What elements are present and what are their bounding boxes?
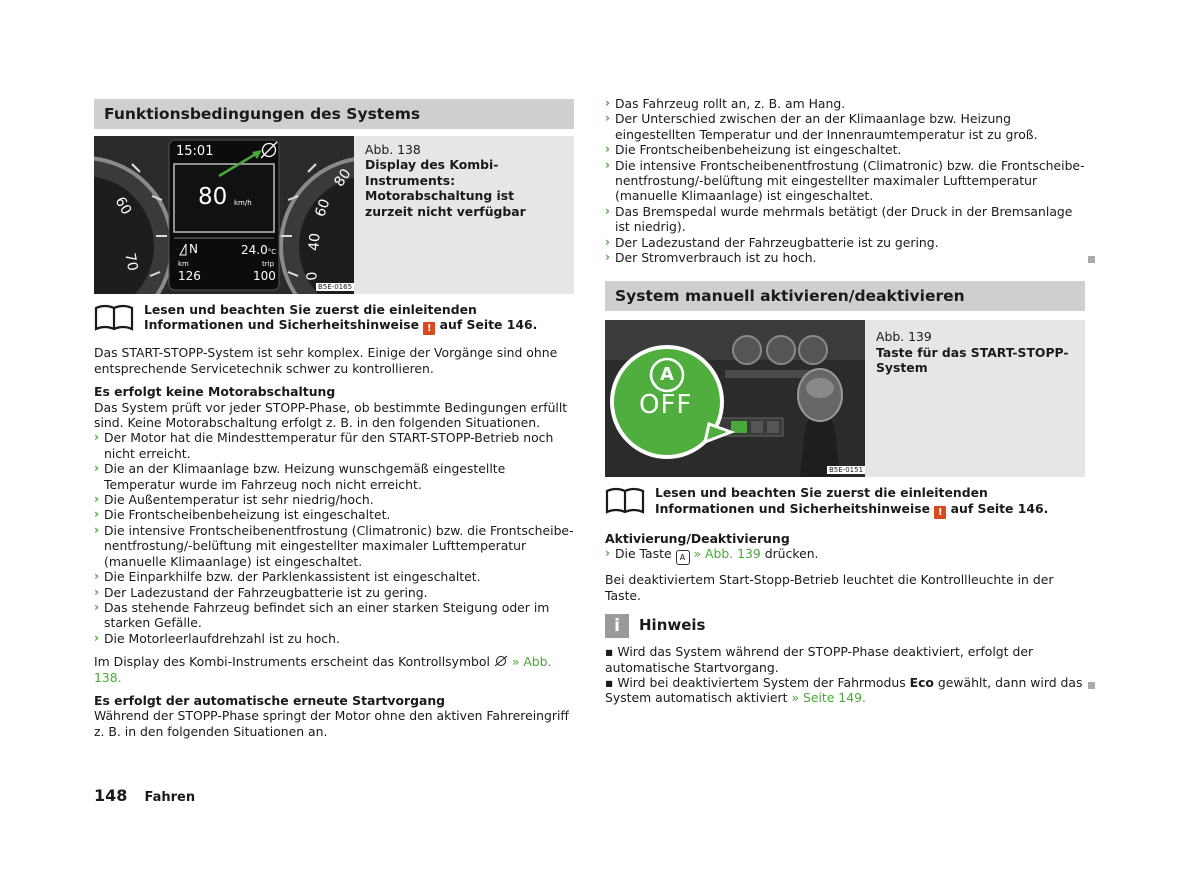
list-item <box>94 600 574 631</box>
list-item-text: Der Motor hat die Mindesttemperatur für den START-STOPP-Betrieb noch nicht erreicht. <box>104 430 554 461</box>
list-item-text: Die Einparkhilfe bzw. der Parklenkassistent ist eingeschaltet. <box>104 569 481 585</box>
chevron-right-icon: › <box>605 96 610 110</box>
gauge-label: 60 <box>312 196 334 220</box>
end-marker-icon <box>1088 682 1095 689</box>
chevron-right-icon: › <box>605 234 610 249</box>
list-item-text: Das stehende Fahrzeug befindet sich an einer starken Steigung oder im starken Gefälle. <box>104 599 550 631</box>
chevron-right-icon: › <box>94 584 99 599</box>
list-item-text: Das Fahrzeug rollt an, z. B. am Hang. <box>615 96 846 111</box>
display-speed-unit: km/h <box>234 199 252 207</box>
chevron-right-icon: › <box>605 111 610 126</box>
list-item <box>94 585 574 600</box>
paragraph: Bei deaktiviertem Start-Stopp-Betrieb leuchtet die Kontrollleuchte in der Taste. <box>605 572 1054 603</box>
chevron-right-icon: › <box>94 630 99 645</box>
chevron-right-icon: › <box>94 461 99 476</box>
bullet-square-icon: ▪ <box>605 674 614 690</box>
read-notice <box>605 485 1085 518</box>
figure-138 <box>94 136 574 294</box>
gauge-label: 60 <box>111 194 135 218</box>
display-clock: 15:01 <box>176 144 214 159</box>
display-note-text: Im Display des Kombi-Instruments erscheint das Kontrollsymbol <box>94 654 490 670</box>
step-text: drücken. <box>764 546 819 562</box>
figure-code: B5E-0165 <box>318 283 353 291</box>
subheading: Es erfolgt der automatische erneute Startvorgang <box>94 692 446 708</box>
figure-link[interactable]: » Abb. 139 <box>693 546 761 562</box>
list-item <box>94 569 574 584</box>
figure-title: Display des Kombi-Instruments: Motorabschaltung ist zurzeit nicht verfügbar <box>365 157 526 219</box>
section-heading: System manuell aktivieren/deaktivieren <box>605 281 1085 311</box>
paragraph: Während der STOPP-Phase springt der Motor ohne den aktiven Fahrereingriff z. B. in den folgenden Situationen an. <box>94 708 569 739</box>
chevron-right-icon: › <box>605 546 610 561</box>
list-item-text: Die intensive Frontscheibenentfrostung (Climatronic) bzw. die Frontscheibenentfrostung/-belüftung mit eingestellter maximaler Lufttemperatur (manuelle Klimaanlage) ist eingeschaltet. <box>104 522 574 569</box>
figure-139 <box>605 320 1085 477</box>
book-icon <box>605 487 645 515</box>
figure-caption <box>365 142 565 219</box>
chevron-right-icon: › <box>605 250 610 265</box>
gauge-label: 80 <box>331 166 355 190</box>
list-item-text: Der Ladezustand der Fahrzeugbatterie ist zu gering. <box>615 234 939 250</box>
list-item <box>94 523 574 569</box>
read-notice-text: Lesen und beachten Sie zuerst die einleitenden Informationen und Sicherheitshinweise <box>655 485 988 516</box>
read-notice-text: Lesen und beachten Sie zuerst die einleitenden Informationen und Sicherheitshinweise <box>144 302 477 333</box>
section-heading: Funktionsbedingungen des Systems <box>94 99 574 129</box>
list-item <box>605 250 1085 265</box>
display-trip-label: trip <box>262 260 275 268</box>
chevron-right-icon: › <box>605 142 610 157</box>
figure-caption <box>876 329 1081 375</box>
gauge-label: 70 <box>121 251 141 273</box>
figure-title: Taste für das START-STOPP-System <box>876 344 1069 376</box>
start-stop-unavailable-icon <box>494 655 508 667</box>
display-speed: 80 <box>198 184 228 210</box>
warning-icon: ! <box>934 506 946 519</box>
list-item <box>605 142 1085 157</box>
display-compass: N <box>189 242 198 256</box>
start-stop-key-icon: A <box>676 550 690 565</box>
list-item <box>605 204 1085 235</box>
list-item <box>94 430 574 461</box>
chevron-right-icon: › <box>94 599 99 614</box>
read-notice <box>94 302 574 335</box>
intro-paragraph: Das START-STOPP-System ist sehr komplex. Einige der Vorgänge sind ohne entsprechende Servicetechnik schwer zu kontrollieren. <box>94 345 558 376</box>
display-note <box>94 654 574 685</box>
hinweis-title: Hinweis <box>639 616 706 635</box>
list-item <box>605 235 1085 250</box>
restart-list <box>605 96 1085 265</box>
paragraph: Das System prüft vor jeder STOPP-Phase, ob bestimmte Bedingungen erfüllt sind. Keine Motorabschaltung erfolgt z. B. in den folgenden Situationen. <box>94 399 568 431</box>
display-temp-unit: °C <box>267 248 277 256</box>
list-item-text: Der Stromverbrauch ist zu hoch. <box>615 250 817 266</box>
chevron-right-icon: › <box>94 522 99 537</box>
gauge-label: 0 <box>304 270 321 282</box>
warning-icon: ! <box>423 322 435 335</box>
section-name: Fahren <box>144 790 196 805</box>
condition-list <box>94 430 574 646</box>
left-column <box>94 96 574 739</box>
read-notice-link[interactable]: auf Seite 146. <box>439 317 538 333</box>
subheading: Es erfolgt keine Motorabschaltung <box>94 384 336 400</box>
step-text: Die Taste <box>615 546 672 562</box>
list-item <box>605 158 1085 204</box>
end-marker-icon <box>1088 256 1095 263</box>
list-item-text: Die Frontscheibenbeheizung ist eingeschaltet. <box>615 142 902 158</box>
list-item-text: Der Ladezustand der Fahrzeugbatterie ist zu gering. <box>104 584 428 600</box>
book-icon <box>94 304 134 332</box>
list-item <box>94 631 574 646</box>
chevron-right-icon: › <box>605 157 610 172</box>
hinweis-item <box>605 675 1085 706</box>
button-symbol: A <box>660 364 674 386</box>
list-item <box>605 111 1085 142</box>
list-item-text: Die intensive Frontscheibenentfrostung (Climatronic) bzw. die Frontscheibenentfrostung/-belüftung mit eingestellter maximaler Lufttemperatur (manuelle Klimaanlage) ist eingeschaltet. <box>615 157 1085 204</box>
list-item <box>605 546 1085 565</box>
figure-code: B5E-0151 <box>829 466 864 475</box>
hinweis-text: gewählt, dann wird das System automatisch aktiviert <box>605 674 1083 706</box>
list-item-text: Die Außentemperatur ist sehr niedrig/hoch. <box>104 492 374 508</box>
chevron-right-icon: › <box>605 203 610 218</box>
hinweis-bold: Eco <box>909 674 934 690</box>
read-notice-link[interactable]: auf Seite 146. <box>950 500 1049 516</box>
display-km-value: 126 <box>178 269 201 283</box>
chevron-right-icon: › <box>94 492 99 507</box>
hinweis-text: Wird bei deaktiviertem System der Fahrmodus <box>617 674 906 690</box>
list-item-text: Der Unterschied zwischen der an der Klimaanlage bzw. Heizung eingestellten Temperatur und der Innenraumtemperatur ist zu groß. <box>615 111 1038 142</box>
gauge-label: 40 <box>306 232 324 252</box>
hinweis-item <box>605 644 1085 675</box>
figure-label: Abb. 138 <box>365 142 421 157</box>
figure-link[interactable]: » Abb. 138. <box>94 654 552 685</box>
list-item <box>94 461 574 492</box>
page-number: 148 <box>94 786 128 805</box>
list-item <box>94 507 574 522</box>
list-item <box>605 96 1085 111</box>
subheading: Aktivierung/Deaktivierung <box>605 530 790 546</box>
chevron-right-icon: › <box>94 569 99 584</box>
list-item-text: Das Bremspedal wurde mehrmals betätigt (der Druck in der Bremsanlage ist niedrig). <box>615 203 1073 235</box>
page-link[interactable]: » Seite 149. <box>791 690 866 706</box>
list-item <box>94 492 574 507</box>
page-footer <box>94 786 195 805</box>
chevron-right-icon: › <box>94 430 99 445</box>
bullet-square-icon: ▪ <box>605 644 614 660</box>
figure-label: Abb. 139 <box>876 329 932 345</box>
button-off-label: OFF <box>639 390 693 421</box>
chevron-right-icon: › <box>94 507 99 522</box>
display-km-label: km <box>178 260 189 268</box>
list-item-text: Die Motorleerlaufdrehzahl ist zu hoch. <box>104 630 340 646</box>
list-item-text: Die an der Klimaanlage bzw. Heizung wunschgemäß eingestellte Temperatur wurde im Fahrzeug noch nicht erreicht. <box>104 461 506 492</box>
display-temp-value: 24.0 <box>241 243 268 257</box>
list-item-text: Die Frontscheibenbeheizung ist eingeschaltet. <box>104 507 391 523</box>
display-temp <box>241 243 276 257</box>
display-trip-value: 100 <box>253 269 276 283</box>
hinweis-header <box>605 612 1085 638</box>
hinweis-text: Wird das System während der STOPP-Phase deaktiviert, erfolgt der automatische Startvorgang. <box>605 644 1034 675</box>
right-column <box>605 96 1085 706</box>
info-icon: i <box>605 614 629 638</box>
